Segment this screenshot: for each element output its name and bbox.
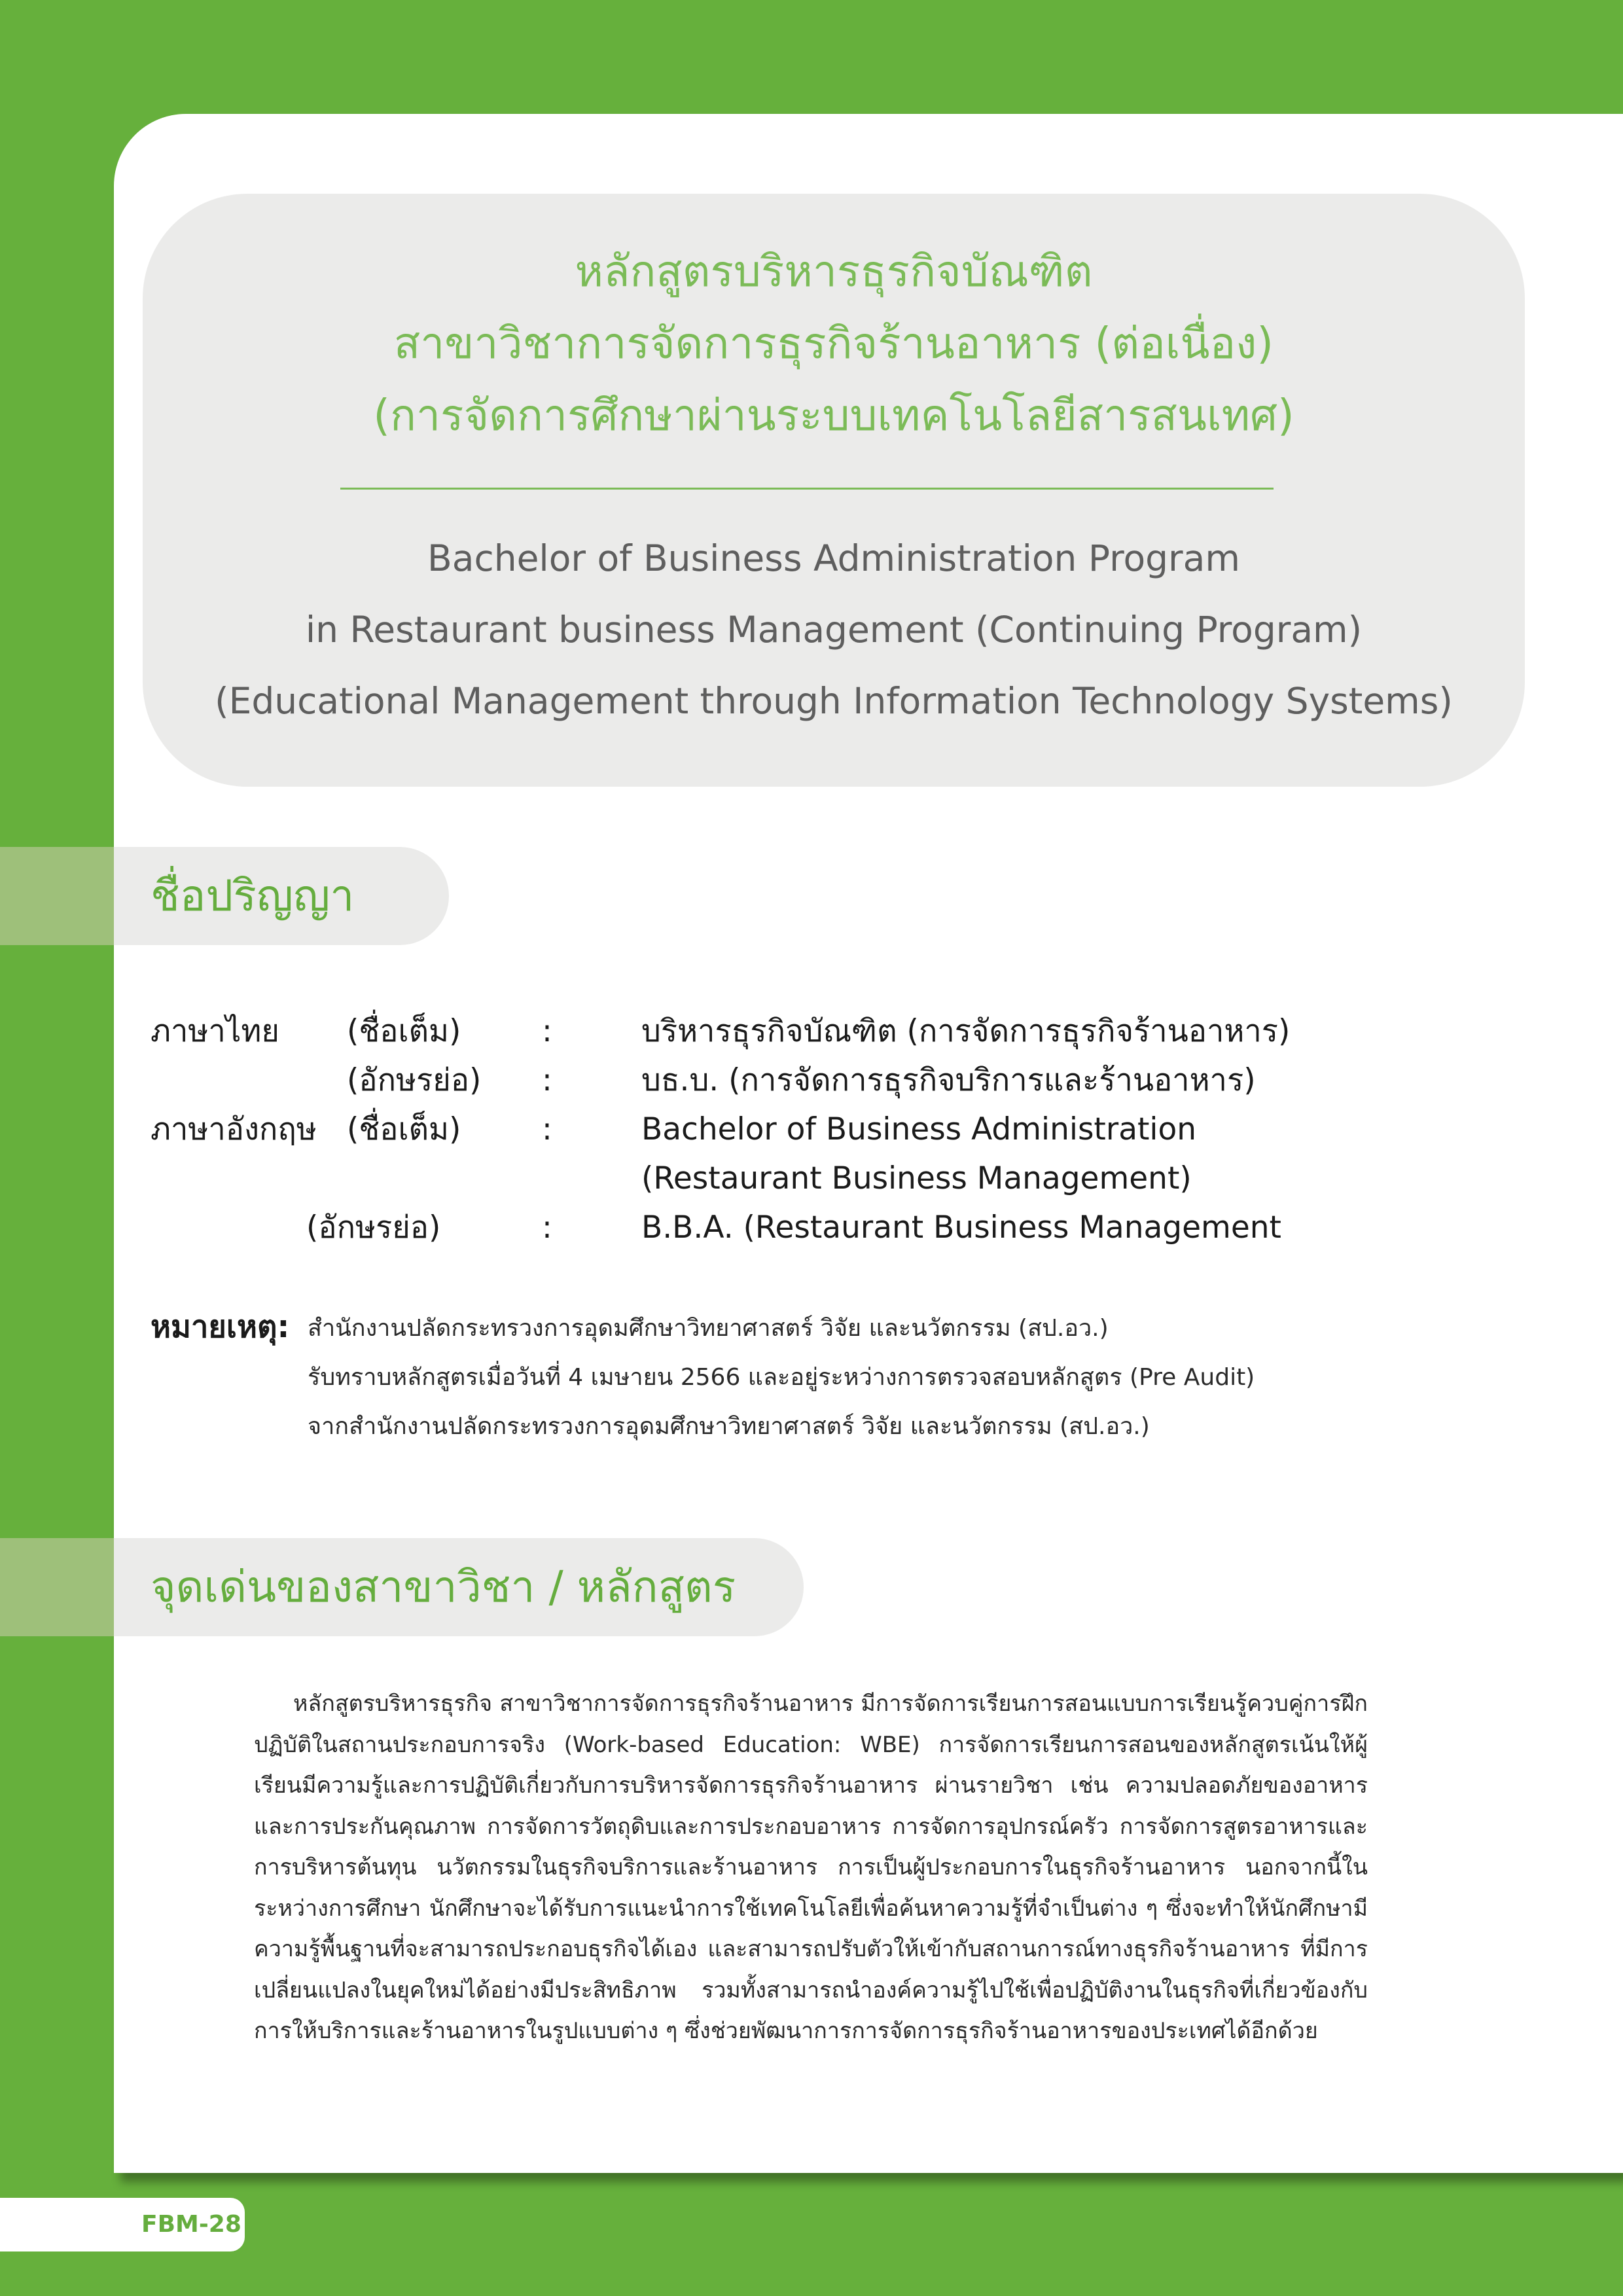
english-title-line-2: in Restaurant business Management (Continuing Program): [305, 609, 1363, 651]
thai-language-label: ภาษาไทย: [151, 1013, 279, 1049]
note-line: รับทราบหลักสูตรเมื่อวันที่ 4 เมษายน 2566 และอยู่ระหว่างการตรวจสอบหลักสูตร (Pre Audit): [308, 1364, 1255, 1391]
note-line: จากสำนักงานปลัดกระทรวงการอุดมศึกษาวิทยาศาสตร์ วิจัย และนวัตกรรม (สป.อว.): [308, 1413, 1150, 1440]
title-divider: [340, 488, 1274, 490]
thai-abbr-name: บธ.บ. (การจัดการธุรกิจบริการและร้านอาหาร): [641, 1062, 1256, 1098]
note-line: สำนักงานปลัดกระทรวงการอุดมศึกษาวิทยาศาสตร์ วิจัย และนวัตกรรม (สป.อว.): [308, 1315, 1109, 1342]
colon: :: [542, 1111, 552, 1147]
highlight-heading: จุดเด่นของสาขาวิชา / หลักสูตร: [151, 1562, 736, 1612]
thai-full-label: (ชื่อเต็ม): [347, 1013, 461, 1049]
thai-full-name: บริหารธุรกิจบัณฑิต (การจัดการธุรกิจร้านอาหาร): [641, 1013, 1291, 1049]
english-full-name-line-2: (Restaurant Business Management): [641, 1160, 1192, 1196]
highlight-paragraph: หลักสูตรบริหารธุรกิจ สาขาวิชาการจัดการธุรกิจร้านอาหาร มีการจัดการเรียนการสอนแบบการเรียนรู้ควบคู่การฝึกปฏิบัติในสถานประกอบการจริง (Work-based Education: WBE) การจัดการเรียนการสอนของหลักสูตรเน้นให้ผู้เรียนมีความรู้และการปฏิบัติเกี่ยวกับการบริหารจัดการธุรกิจร้านอาหาร ผ่านรายวิชา เช่น ความปลอดภัยของอาหารและการประกันคุณภาพ การจัดการวัตถุดิบและการประกอบอาหาร การจัดการอุปกรณ์ครัว การจัดการสูตรอาหารและการบริหารต้นทุน นวัตกรรมในธุรกิจบริการและร้านอาหาร การเป็นผู้ประกอบการในธุรกิจร้านอาหาร นอกจากนี้ในระหว่างการศึกษา นักศึกษาจะได้รับการแนะนำการใช้เทคโนโลยีเพื่อค้นหาความรู้ที่จำเป็นต่าง ๆ ซึ่งจะทำให้นักศึกษามีความรู้พื้นฐานที่จะสามารถประกอบธุรกิจได้เอง และสามารถปรับตัวให้เข้ากับสถานการณ์ทางธุรกิจร้านอาหาร ที่มีการเปลี่ยนแปลงในยุคใหม่ได้อย่างมีประสิทธิภาพ รวมทั้งสามารถนำองค์ความรู้ไปใช้เพื่อปฏิบัติงานในธุรกิจที่เกี่ยวข้องกับการให้บริการและร้านอาหารในรูปแบบต่าง ๆ ซึ่งช่วยพัฒนาการการจัดการธุรกิจร้านอาหารของประเทศได้อีกด้วย: [254, 1691, 1368, 2044]
degree-heading: ชื่อปริญญา: [151, 870, 355, 921]
english-language-label: ภาษาอังกฤษ: [151, 1111, 317, 1147]
english-title-line-1: Bachelor of Business Administration Program: [427, 537, 1240, 579]
thai-title-line-1: หลักสูตรบริหารธุรกิจบัณฑิต: [575, 246, 1093, 296]
thai-title-line-3: (การจัดการศึกษาผ่านระบบเทคโนโลยีสารสนเทศ): [373, 390, 1294, 440]
english-full-name-line-1: Bachelor of Business Administration: [641, 1111, 1197, 1147]
colon: :: [542, 1062, 552, 1098]
note-label: หมายเหตุ:: [151, 1309, 290, 1345]
page-number: FBM-28: [141, 2211, 241, 2238]
colon: :: [542, 1013, 552, 1049]
colon: :: [542, 1210, 552, 1246]
thai-abbr-label: (อักษรย่อ): [347, 1062, 482, 1098]
english-full-label: (ชื่อเต็ม): [347, 1111, 461, 1147]
english-title-line-3: (Educational Management through Information Technology Systems): [215, 680, 1453, 722]
english-abbr-name: B.B.A. (Restaurant Business Management: [641, 1210, 1281, 1246]
thai-title-line-2: สาขาวิชาการจัดการธุรกิจร้านอาหาร (ต่อเนื่อง): [393, 318, 1274, 368]
english-abbr-label: (อักษรย่อ): [306, 1210, 441, 1246]
